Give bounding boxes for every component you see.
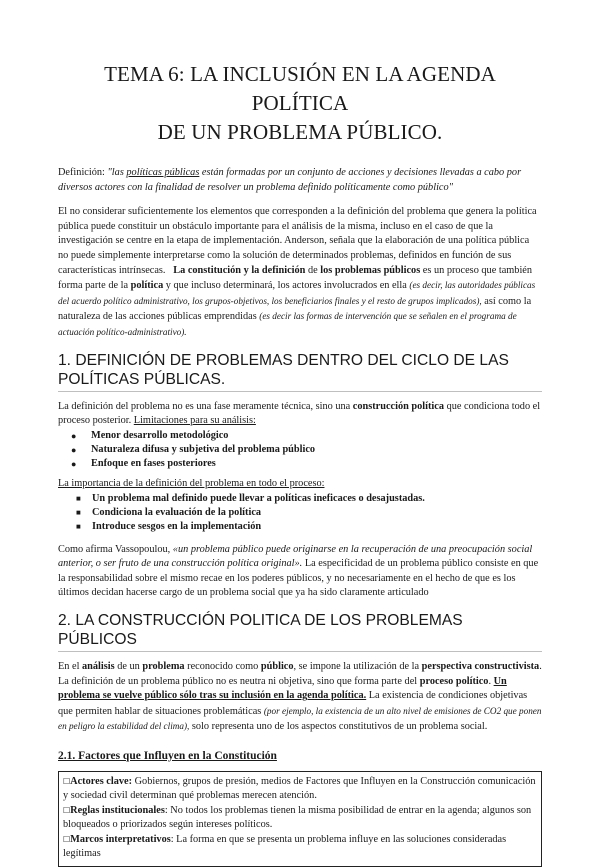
section-2-bold: proceso político: [419, 675, 489, 687]
section-2-1-heading: [58, 749, 542, 763]
section-2-text: . La definición de un problema público no es neutra ni objetiva, sino que forma parte del: [58, 660, 542, 687]
factor-label: Actores clave:: [70, 775, 133, 787]
factor-text: : La forma en que se presenta un problema influye en las soluciones consideradas legítimas: [63, 833, 507, 859]
square-bullet-icon: ■: [76, 508, 81, 518]
intro-text: y que incluso determinará, los actores involucrados en ella: [163, 280, 410, 292]
list-item: [76, 506, 542, 520]
factors-box: [58, 771, 542, 867]
list-item-text: Menor desarrollo metodológico: [91, 429, 229, 441]
section-2-bold: perspectiva constructivista: [421, 660, 540, 672]
page-title: [58, 0, 542, 147]
section-2-text: .: [488, 675, 494, 687]
intro-bold: La constitución y la definición: [173, 264, 306, 276]
intro-text: El no considerar suficientemente los elementos que corresponden a la definición del problema que genera la política pública puede constituir un obstáculo importante para el análisis de la misma, incluso en el caso de que la investigación se centre en la etapa de implementación. Anderson, señala que la elaboración de una política pública no puede simplemente interpretarse como la solución de determinados problemas, definidos en función de sus características intrínsecas.: [58, 206, 537, 276]
list-item-text: Introduce sesgos en la implementación: [92, 521, 262, 533]
section-2-paragraph: [58, 660, 542, 735]
section-2-bold: público: [260, 660, 294, 672]
factor-item: [63, 833, 537, 862]
section-1-heading: 1. DEFINICIÓN DE PROBLEMAS DENTRO DEL CICLO DE LAS POLÍTICAS PÚBLICAS.: [58, 351, 542, 392]
section-2-text: reconocido como: [184, 660, 261, 672]
section-1-quote: «un problema público puede originarse en la recuperación de una preocupación social anterior, o ser fruto de una construcción política original».: [58, 543, 533, 570]
section-2-1-heading-text: 2.1. Factores que Influyen en la Constitución: [58, 749, 277, 762]
section-1-text: que condiciona todo el proceso posterior.: [58, 400, 541, 427]
definition-quote-open: "las: [107, 167, 127, 178]
section-2-text: de un: [114, 660, 143, 672]
definition-label: Definición:: [58, 167, 105, 178]
intro-italic: (es decir las formas de intervención que se señalen en el programa de actuación político-administrativo).: [58, 311, 517, 337]
square-bullet-icon: ■: [76, 493, 81, 503]
section-1-text: La definición del problema no es una fase meramente técnica, sino una: [58, 400, 353, 412]
intro-text: así como la naturaleza de las acciones públicas emprendidas: [58, 295, 532, 323]
bullet-icon: ●: [71, 444, 77, 455]
factor-text: Gobiernos, grupos de presión, medios de Factores que Influyen en la Construcción comunicación y sociedad civil determinan qué problemas merecen atención.: [63, 775, 536, 802]
importance-label-paragraph: [58, 477, 542, 492]
factor-label: Reglas institucionales: [70, 804, 165, 816]
square-bullet-icon: ■: [76, 522, 81, 532]
section-1-bold: construcción política: [352, 400, 445, 412]
factor-label: Marcos interpretativos: [70, 833, 171, 845]
checkbox-icon: ☐: [63, 805, 71, 815]
section-2-heading: 2. LA CONSTRUCCIÓN POLITICA DE LOS PROBLEMAS PÚBLICOS: [58, 611, 542, 652]
section-2-bold: análisis: [82, 660, 115, 672]
limitations-list: [58, 429, 542, 472]
list-item: [71, 443, 542, 457]
definition-quote-rest: están formadas por un conjunto de acciones y decisiones llevadas a cabo por diversos actores con la finalidad de resolver un problema definido políticamente como público": [58, 167, 522, 193]
bullet-icon: ●: [71, 459, 77, 470]
checkbox-icon: ☐: [63, 834, 71, 844]
bullet-icon: ●: [71, 430, 77, 441]
list-item: [76, 520, 542, 534]
title-line-1: TEMA 6: LA INCLUSIÓN EN LA AGENDA POLÍTICA: [104, 62, 496, 115]
intro-text: de: [305, 264, 321, 276]
list-item-text: Condiciona la evaluación de la política: [92, 507, 262, 519]
intro-bold: los problemas públicos: [320, 264, 421, 276]
intro-bold: política: [130, 280, 164, 292]
section-1-text: La especificidad de un problema público consiste en que la responsabilidad sobre el mismo recae en los poderes públicos, y no necesariamente en el hecho de que es los últimos decidan hacerse cargo de un problema social que ya ha sido claramente articulado: [58, 558, 539, 599]
section-2-text: En el: [58, 660, 83, 672]
title-line-2: DE UN PROBLEMA PÚBLICO.: [157, 120, 443, 144]
list-item: [71, 457, 542, 471]
section-1-text: Como afirma Vassopoulou,: [58, 543, 173, 555]
intro-paragraph: [58, 205, 542, 340]
list-item-text: Enfoque en fases posteriores: [91, 458, 216, 470]
section-2-text: La existencia de condiciones objetivas que permiten hablar de situaciones problemáticas: [58, 690, 528, 717]
section-2-text: , se impone la utilización de la: [293, 660, 422, 672]
intro-italic: (es decir, las autoridades públicas del acuerdo político administrativo, los grupos-objetivos, los beneficiarios finales y el resto de grupos implicados),: [58, 280, 536, 306]
list-item: [76, 492, 542, 506]
section-1-paragraph: [58, 400, 542, 429]
limitations-label: Limitaciones para su análisis:: [133, 415, 256, 427]
section-2-bold: problema: [142, 660, 185, 672]
definition-quote-underlined: políticas públicas: [126, 167, 200, 178]
definition-paragraph: [58, 166, 542, 195]
section-2-italic: (por ejemplo, la existencia de un alto nivel de emisiones de CO2 que ponen en peligro la estabilidad del clima),: [58, 705, 542, 732]
intro-text: es un proceso que también forma parte de la: [58, 264, 533, 292]
section-2-text: solo representa uno de los aspectos constitutivos de un problema social.: [189, 721, 488, 733]
importance-list: [58, 492, 542, 535]
factor-item: [63, 775, 537, 804]
importance-label: La importancia de la definición del problema en todo el proceso:: [58, 478, 325, 490]
vassopoulou-paragraph: [58, 543, 542, 601]
section-2-key-sentence: Un problema se vuelve público sólo tras su inclusión en la agenda política.: [58, 675, 507, 702]
list-item-text: Naturaleza difusa y subjetiva del problema público: [91, 443, 316, 455]
list-item: [71, 429, 542, 443]
checkbox-icon: ☐: [63, 776, 71, 786]
factor-item: [63, 804, 537, 833]
factor-text: : No todos los problemas tienen la misma posibilidad de entrar en la agenda; algunos son bloqueados o priorizados según intereses políticos.: [63, 804, 532, 831]
list-item-text: Un problema mal definido puede llevar a políticas ineficaces o desajustadas.: [92, 492, 425, 504]
